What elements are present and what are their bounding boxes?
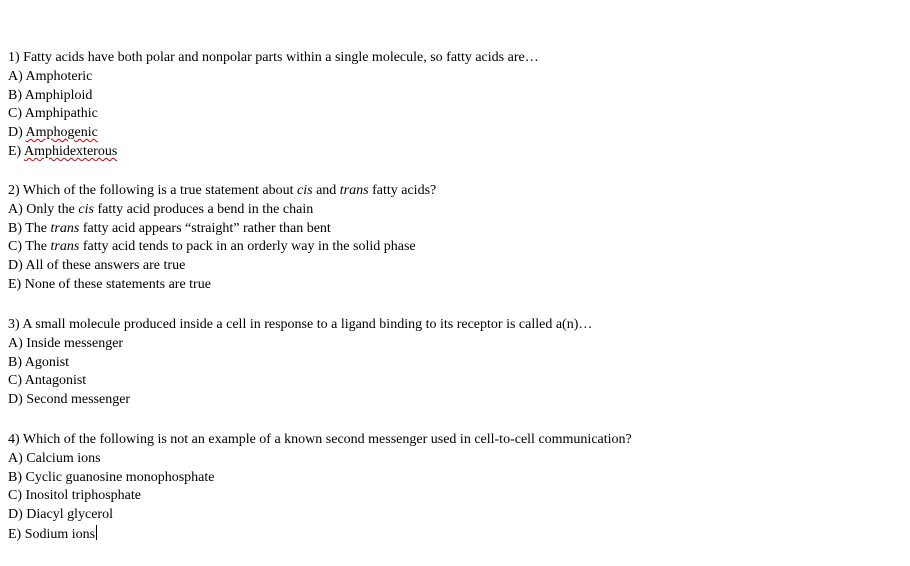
option-letter: C) xyxy=(8,373,22,389)
answer-option xyxy=(8,506,898,525)
option-text-italic: trans xyxy=(50,220,80,236)
question-3 xyxy=(8,316,898,410)
option-text-misspelled[interactable]: Amphogenic xyxy=(25,125,98,141)
option-text-misspelled[interactable]: Amphidexterous xyxy=(23,143,118,159)
answer-option xyxy=(8,372,898,391)
option-text-italic: trans xyxy=(50,239,80,255)
option-text: All of these answers are true xyxy=(25,258,186,274)
option-letter: C) xyxy=(8,106,22,122)
option-letter: B) xyxy=(8,87,22,103)
option-letter: E) xyxy=(8,143,22,159)
answer-option xyxy=(8,469,898,488)
option-text: Calcium ions xyxy=(26,450,101,466)
option-text: Amphiploid xyxy=(24,87,93,103)
answer-option xyxy=(8,220,898,239)
question-number: 2) xyxy=(8,183,20,198)
text-cursor xyxy=(96,525,97,540)
option-letter: C) xyxy=(8,488,22,504)
option-letter: D) xyxy=(8,258,23,274)
question-number: 4) xyxy=(8,432,20,447)
question-text: Which of the following is not an example of a known second messenger used in cell-to-cell communication? xyxy=(22,432,632,447)
question-text: and xyxy=(316,183,337,198)
option-letter: A) xyxy=(8,450,23,466)
option-letter: A) xyxy=(8,335,23,351)
answer-option xyxy=(8,257,898,276)
question-text: A small molecule produced inside a cell in response to a ligand binding to its receptor is called a(n)… xyxy=(22,317,593,332)
question-stem xyxy=(8,316,898,335)
answer-option xyxy=(8,487,898,506)
option-text: fatty acid tends to pack in an orderly way in the solid phase xyxy=(82,239,416,255)
option-text-italic: cis xyxy=(78,201,94,217)
option-text: The xyxy=(25,239,48,255)
option-text: Cyclic guanosine monophosphate xyxy=(25,469,215,485)
question-number: 3) xyxy=(8,317,20,332)
question-2 xyxy=(8,182,898,295)
question-text: fatty acids? xyxy=(372,183,437,198)
option-letter: A) xyxy=(8,68,23,84)
option-text: Antagonist xyxy=(24,373,87,389)
option-text: Inositol triphosphate xyxy=(25,488,141,504)
question-text: Which of the following is a true statement about xyxy=(22,183,294,198)
option-letter: A) xyxy=(8,201,23,217)
option-text: Only the xyxy=(26,201,75,217)
option-letter: C) xyxy=(8,239,22,255)
option-text: fatty acid appears “straight” rather than bent xyxy=(82,220,331,236)
question-4 xyxy=(8,431,898,544)
question-1 xyxy=(8,49,898,162)
answer-option xyxy=(8,276,898,295)
option-text: Agonist xyxy=(24,354,70,370)
question-stem xyxy=(8,431,898,450)
option-text: Amphipathic xyxy=(24,106,98,122)
answer-option xyxy=(8,105,898,124)
answer-option xyxy=(8,354,898,373)
option-letter: B) xyxy=(8,354,22,370)
option-letter: B) xyxy=(8,469,22,485)
option-letter: E) xyxy=(8,276,22,292)
answer-option xyxy=(8,391,898,410)
question-text: Fatty acids have both polar and nonpolar parts within a single molecule, so fatty acids are… xyxy=(23,50,539,65)
answer-option xyxy=(8,335,898,354)
option-text: The xyxy=(25,220,48,236)
answer-option xyxy=(8,525,898,544)
option-letter: D) xyxy=(8,125,23,141)
option-letter: E) xyxy=(8,526,22,542)
option-text: Sodium ions xyxy=(24,526,96,542)
answer-option xyxy=(8,143,898,162)
question-stem xyxy=(8,49,898,68)
answer-option xyxy=(8,450,898,469)
option-letter: D) xyxy=(8,507,23,523)
option-text: Second messenger xyxy=(26,392,131,408)
answer-option xyxy=(8,68,898,87)
question-number: 1) xyxy=(8,50,20,65)
question-text-italic: trans xyxy=(339,183,369,198)
answer-option xyxy=(8,238,898,257)
answer-option xyxy=(8,201,898,220)
question-stem xyxy=(8,182,898,201)
answer-option xyxy=(8,87,898,106)
option-letter: D) xyxy=(8,392,23,408)
option-text: fatty acid produces a bend in the chain xyxy=(97,201,314,217)
option-text: None of these statements are true xyxy=(24,276,211,292)
option-text: Amphoteric xyxy=(25,68,93,84)
option-text: Inside messenger xyxy=(26,335,124,351)
question-text-italic: cis xyxy=(297,183,313,198)
answer-option xyxy=(8,124,898,143)
option-text: Diacyl glycerol xyxy=(26,507,113,523)
option-letter: B) xyxy=(8,220,22,236)
